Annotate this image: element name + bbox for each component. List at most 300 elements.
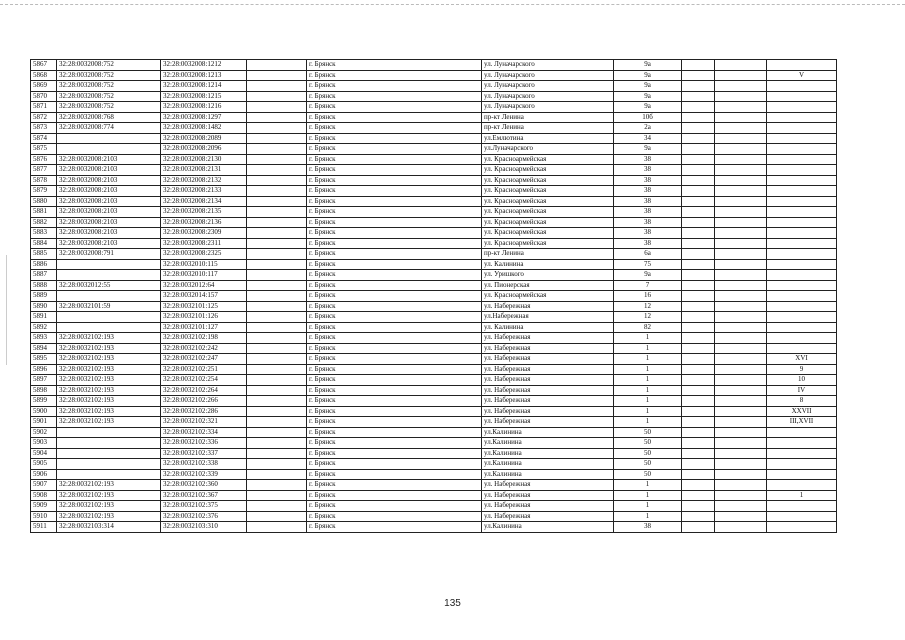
table-row <box>31 396 837 407</box>
cell-city: г. Брянск <box>307 522 482 533</box>
table-row <box>31 364 837 375</box>
cell-street: ул. Уришкого <box>482 270 614 281</box>
cell-street: ул.Калинина <box>482 459 614 470</box>
cell-object-number: 32:28:0032102:339 <box>161 469 247 480</box>
cell-note <box>767 270 837 281</box>
cell-blank-c <box>715 322 767 333</box>
cell-house-number: 50 <box>614 469 682 480</box>
cell-object-number: 32:28:0032008:1216 <box>161 102 247 113</box>
cell-blank-a <box>247 81 307 92</box>
cell-city: г. Брянск <box>307 238 482 249</box>
cell-parcel-number <box>57 259 161 270</box>
cell-object-number: 32:28:0032008:2089 <box>161 133 247 144</box>
cell-city: г. Брянск <box>307 217 482 228</box>
cell-street: ул. Красноармейская <box>482 175 614 186</box>
cell-city: г. Брянск <box>307 175 482 186</box>
cell-blank-c <box>715 448 767 459</box>
cell-blank-a <box>247 396 307 407</box>
cell-parcel-number: 32:28:0032008:2103 <box>57 175 161 186</box>
table-row <box>31 480 837 491</box>
cell-street: ул. Луначарского <box>482 91 614 102</box>
cell-object-number: 32:28:0032008:2130 <box>161 154 247 165</box>
left-margin-mark <box>6 255 7 365</box>
cell-note <box>767 522 837 533</box>
table-row <box>31 249 837 260</box>
cell-row-number: 5877 <box>31 165 57 176</box>
cell-parcel-number: 32:28:0032008:752 <box>57 102 161 113</box>
cell-blank-c <box>715 490 767 501</box>
cadastral-table <box>30 59 837 533</box>
cell-parcel-number <box>57 448 161 459</box>
cell-parcel-number: 32:28:0032008:2103 <box>57 207 161 218</box>
cell-row-number: 5890 <box>31 301 57 312</box>
cell-city: г. Брянск <box>307 312 482 323</box>
cell-parcel-number <box>57 459 161 470</box>
cell-note <box>767 259 837 270</box>
cell-blank-a <box>247 102 307 113</box>
cell-house-number: 1 <box>614 480 682 491</box>
cell-object-number: 32:28:0032010:117 <box>161 270 247 281</box>
cell-blank-a <box>247 217 307 228</box>
cell-parcel-number: 32:28:0032008:2103 <box>57 186 161 197</box>
cell-note: III,XVII <box>767 417 837 428</box>
cell-note <box>767 112 837 123</box>
page-top-rule <box>0 4 905 5</box>
cell-row-number: 5885 <box>31 249 57 260</box>
cell-street: ул. Красноармейская <box>482 165 614 176</box>
cell-street: ул. Набережная <box>482 301 614 312</box>
cell-blank-c <box>715 354 767 365</box>
cell-blank-a <box>247 133 307 144</box>
cell-house-number: 38 <box>614 238 682 249</box>
cell-blank-a <box>247 175 307 186</box>
cell-object-number: 32:28:0032102:264 <box>161 385 247 396</box>
cell-house-number: 1 <box>614 354 682 365</box>
cell-blank-a <box>247 354 307 365</box>
cell-row-number: 5879 <box>31 186 57 197</box>
cell-object-number: 32:28:0032008:1214 <box>161 81 247 92</box>
cell-house-number: 9а <box>614 102 682 113</box>
cell-note <box>767 280 837 291</box>
cell-blank-b <box>682 165 715 176</box>
cell-blank-a <box>247 448 307 459</box>
cell-row-number: 5883 <box>31 228 57 239</box>
cell-blank-c <box>715 144 767 155</box>
cell-object-number: 32:28:0032102:321 <box>161 417 247 428</box>
cell-city: г. Брянск <box>307 91 482 102</box>
cell-blank-b <box>682 333 715 344</box>
cell-blank-a <box>247 522 307 533</box>
cell-blank-a <box>247 91 307 102</box>
cell-row-number: 5870 <box>31 91 57 102</box>
cell-street: пр-кт Ленина <box>482 249 614 260</box>
cell-parcel-number: 32:28:0032008:2103 <box>57 165 161 176</box>
cell-house-number: 38 <box>614 217 682 228</box>
cell-object-number: 32:28:0032102:334 <box>161 427 247 438</box>
cell-row-number: 5901 <box>31 417 57 428</box>
table-row <box>31 511 837 522</box>
cell-parcel-number: 32:28:0032008:2103 <box>57 154 161 165</box>
cell-blank-a <box>247 186 307 197</box>
cell-city: г. Брянск <box>307 375 482 386</box>
table-row <box>31 228 837 239</box>
cell-blank-b <box>682 480 715 491</box>
cell-blank-c <box>715 60 767 71</box>
cell-street: ул.Калинина <box>482 469 614 480</box>
cell-note <box>767 207 837 218</box>
cell-street: ул. Красноармейская <box>482 186 614 197</box>
table-row <box>31 501 837 512</box>
cell-blank-b <box>682 102 715 113</box>
cell-note: V <box>767 70 837 81</box>
cell-row-number: 5903 <box>31 438 57 449</box>
cell-note <box>767 459 837 470</box>
cell-street: ул. Красноармейская <box>482 196 614 207</box>
cell-blank-c <box>715 217 767 228</box>
cell-parcel-number: 32:28:0032012:55 <box>57 280 161 291</box>
cell-city: г. Брянск <box>307 459 482 470</box>
cell-city: г. Брянск <box>307 343 482 354</box>
cell-house-number: 9а <box>614 270 682 281</box>
cell-blank-a <box>247 280 307 291</box>
cell-city: г. Брянск <box>307 112 482 123</box>
cell-row-number: 5895 <box>31 354 57 365</box>
cell-blank-b <box>682 375 715 386</box>
cell-blank-b <box>682 396 715 407</box>
cell-blank-c <box>715 396 767 407</box>
cell-parcel-number <box>57 144 161 155</box>
cell-blank-c <box>715 154 767 165</box>
cell-parcel-number: 32:28:0032102:193 <box>57 396 161 407</box>
cell-row-number: 5881 <box>31 207 57 218</box>
cell-street: ул.Калинина <box>482 427 614 438</box>
cell-note <box>767 102 837 113</box>
cell-blank-b <box>682 501 715 512</box>
cell-street: ул. Набережная <box>482 385 614 396</box>
cell-parcel-number: 32:28:0032008:2103 <box>57 228 161 239</box>
cell-note <box>767 175 837 186</box>
cell-parcel-number: 32:28:0032102:193 <box>57 354 161 365</box>
cell-blank-a <box>247 238 307 249</box>
cell-note <box>767 217 837 228</box>
cell-house-number: 38 <box>614 165 682 176</box>
table-row <box>31 312 837 323</box>
cell-note <box>767 144 837 155</box>
cell-object-number: 32:28:0032008:1213 <box>161 70 247 81</box>
cell-object-number: 32:28:0032008:2134 <box>161 196 247 207</box>
cell-blank-c <box>715 385 767 396</box>
table-row <box>31 259 837 270</box>
cell-blank-b <box>682 280 715 291</box>
cell-object-number: 32:28:0032102:266 <box>161 396 247 407</box>
cell-blank-c <box>715 291 767 302</box>
table-row <box>31 301 837 312</box>
cell-house-number: 9а <box>614 91 682 102</box>
cell-house-number: 38 <box>614 522 682 533</box>
cell-blank-b <box>682 511 715 522</box>
cell-blank-b <box>682 259 715 270</box>
cell-object-number: 32:28:0032008:2135 <box>161 207 247 218</box>
cell-row-number: 5906 <box>31 469 57 480</box>
cell-street: ул.Емлютина <box>482 133 614 144</box>
table-row <box>31 291 837 302</box>
cell-blank-a <box>247 301 307 312</box>
cell-blank-c <box>715 270 767 281</box>
cell-blank-b <box>682 81 715 92</box>
cell-blank-b <box>682 196 715 207</box>
cell-note <box>767 438 837 449</box>
cell-blank-b <box>682 459 715 470</box>
cell-city: г. Брянск <box>307 259 482 270</box>
cell-house-number: 1 <box>614 364 682 375</box>
cell-street: ул. Набережная <box>482 501 614 512</box>
cell-parcel-number: 32:28:0032008:774 <box>57 123 161 134</box>
cell-object-number: 32:28:0032008:1297 <box>161 112 247 123</box>
table-row <box>31 375 837 386</box>
cell-row-number: 5911 <box>31 522 57 533</box>
cell-parcel-number: 32:28:0032103:314 <box>57 522 161 533</box>
cell-object-number: 32:28:0032008:2131 <box>161 165 247 176</box>
cell-street: ул. Набережная <box>482 364 614 375</box>
table-row <box>31 490 837 501</box>
cell-blank-b <box>682 406 715 417</box>
cell-blank-c <box>715 522 767 533</box>
cell-house-number: 50 <box>614 459 682 470</box>
cell-blank-b <box>682 343 715 354</box>
cell-street: ул.Калинина <box>482 438 614 449</box>
cell-object-number: 32:28:0032102:254 <box>161 375 247 386</box>
cell-row-number: 5902 <box>31 427 57 438</box>
cell-blank-c <box>715 375 767 386</box>
cell-blank-c <box>715 501 767 512</box>
cell-blank-c <box>715 280 767 291</box>
cell-street: ул. Набережная <box>482 333 614 344</box>
cell-note <box>767 91 837 102</box>
cell-row-number: 5886 <box>31 259 57 270</box>
cell-street: ул. Красноармейская <box>482 207 614 218</box>
cell-blank-b <box>682 144 715 155</box>
cell-object-number: 32:28:0032008:2311 <box>161 238 247 249</box>
cell-street: ул. Набережная <box>482 396 614 407</box>
cell-object-number: 32:28:0032008:1482 <box>161 123 247 134</box>
cell-city: г. Брянск <box>307 322 482 333</box>
cell-blank-a <box>247 459 307 470</box>
cell-row-number: 5898 <box>31 385 57 396</box>
cell-blank-a <box>247 385 307 396</box>
cell-house-number: 9а <box>614 81 682 92</box>
cell-object-number: 32:28:0032102:336 <box>161 438 247 449</box>
cell-object-number: 32:28:0032008:2096 <box>161 144 247 155</box>
cell-blank-b <box>682 91 715 102</box>
cell-parcel-number <box>57 291 161 302</box>
cell-note <box>767 501 837 512</box>
cell-note <box>767 249 837 260</box>
cell-blank-b <box>682 186 715 197</box>
cell-blank-b <box>682 112 715 123</box>
cell-house-number: 1 <box>614 511 682 522</box>
cell-object-number: 32:28:0032010:115 <box>161 259 247 270</box>
cell-street: ул. Набережная <box>482 480 614 491</box>
cell-street: ул. Луначарского <box>482 70 614 81</box>
cell-blank-a <box>247 333 307 344</box>
cell-parcel-number: 32:28:0032102:193 <box>57 490 161 501</box>
cell-blank-c <box>715 333 767 344</box>
cell-city: г. Брянск <box>307 102 482 113</box>
cell-blank-c <box>715 91 767 102</box>
table-row <box>31 186 837 197</box>
cell-row-number: 5878 <box>31 175 57 186</box>
cell-city: г. Брянск <box>307 406 482 417</box>
cell-object-number: 32:28:0032008:2136 <box>161 217 247 228</box>
cell-house-number: 38 <box>614 175 682 186</box>
cell-city: г. Брянск <box>307 448 482 459</box>
cell-blank-c <box>715 133 767 144</box>
cell-row-number: 5891 <box>31 312 57 323</box>
cell-note: XVI <box>767 354 837 365</box>
cell-city: г. Брянск <box>307 165 482 176</box>
cell-city: г. Брянск <box>307 196 482 207</box>
cell-blank-b <box>682 354 715 365</box>
cell-street: ул.Калинина <box>482 522 614 533</box>
cell-parcel-number <box>57 312 161 323</box>
cell-city: г. Брянск <box>307 301 482 312</box>
table-row <box>31 427 837 438</box>
table-row <box>31 196 837 207</box>
cell-blank-c <box>715 312 767 323</box>
cell-street: ул. Калинина <box>482 259 614 270</box>
cell-parcel-number: 32:28:0032008:2103 <box>57 196 161 207</box>
cell-blank-a <box>247 375 307 386</box>
cell-blank-a <box>247 312 307 323</box>
cell-row-number: 5900 <box>31 406 57 417</box>
cell-city: г. Брянск <box>307 396 482 407</box>
cell-blank-a <box>247 112 307 123</box>
cell-blank-c <box>715 70 767 81</box>
table-row <box>31 217 837 228</box>
cell-parcel-number: 32:28:0032102:193 <box>57 333 161 344</box>
cell-row-number: 5904 <box>31 448 57 459</box>
cell-row-number: 5874 <box>31 133 57 144</box>
cell-row-number: 5894 <box>31 343 57 354</box>
cell-house-number: 2а <box>614 123 682 134</box>
cell-parcel-number: 32:28:0032102:193 <box>57 343 161 354</box>
table-row <box>31 448 837 459</box>
cell-house-number: 82 <box>614 322 682 333</box>
cell-blank-a <box>247 123 307 134</box>
cell-parcel-number: 32:28:0032102:193 <box>57 501 161 512</box>
cell-house-number: 38 <box>614 154 682 165</box>
cell-house-number: 1 <box>614 406 682 417</box>
cell-note <box>767 469 837 480</box>
cell-parcel-number <box>57 469 161 480</box>
cell-parcel-number <box>57 322 161 333</box>
cell-note: XXVII <box>767 406 837 417</box>
cell-city: г. Брянск <box>307 70 482 81</box>
cell-street: ул. Красноармейская <box>482 238 614 249</box>
cell-row-number: 5909 <box>31 501 57 512</box>
cell-street: пр-кт Ленина <box>482 112 614 123</box>
table-row <box>31 112 837 123</box>
cell-row-number: 5897 <box>31 375 57 386</box>
cell-blank-c <box>715 165 767 176</box>
cell-blank-b <box>682 438 715 449</box>
cell-house-number: 1 <box>614 385 682 396</box>
cell-note <box>767 291 837 302</box>
cell-parcel-number: 32:28:0032008:2103 <box>57 238 161 249</box>
cell-row-number: 5884 <box>31 238 57 249</box>
cell-parcel-number: 32:28:0032102:193 <box>57 364 161 375</box>
table-row <box>31 406 837 417</box>
cell-object-number: 32:28:0032008:1215 <box>161 91 247 102</box>
cell-blank-a <box>247 207 307 218</box>
cell-note: IV <box>767 385 837 396</box>
cell-house-number: 12 <box>614 301 682 312</box>
cell-object-number: 32:28:0032102:251 <box>161 364 247 375</box>
cell-street: ул. Калинина <box>482 322 614 333</box>
cell-note: 10 <box>767 375 837 386</box>
cell-row-number: 5871 <box>31 102 57 113</box>
cell-blank-c <box>715 259 767 270</box>
cell-row-number: 5887 <box>31 270 57 281</box>
cell-row-number: 5899 <box>31 396 57 407</box>
cell-city: г. Брянск <box>307 144 482 155</box>
cell-street: ул. Красноармейская <box>482 217 614 228</box>
cell-blank-a <box>247 343 307 354</box>
cell-blank-b <box>682 270 715 281</box>
table-row <box>31 133 837 144</box>
cell-blank-b <box>682 123 715 134</box>
cell-blank-c <box>715 81 767 92</box>
cell-blank-a <box>247 249 307 260</box>
cell-blank-a <box>247 406 307 417</box>
cell-object-number: 32:28:0032102:337 <box>161 448 247 459</box>
table-row <box>31 175 837 186</box>
cell-object-number: 32:28:0032008:2309 <box>161 228 247 239</box>
cell-house-number: 1 <box>614 396 682 407</box>
cell-street: ул. Красноармейская <box>482 291 614 302</box>
cell-street: ул. Набережная <box>482 406 614 417</box>
cell-blank-b <box>682 249 715 260</box>
cell-row-number: 5872 <box>31 112 57 123</box>
cell-house-number: 1 <box>614 501 682 512</box>
cell-blank-a <box>247 364 307 375</box>
cell-row-number: 5889 <box>31 291 57 302</box>
cell-object-number: 32:28:0032101:126 <box>161 312 247 323</box>
cell-note <box>767 301 837 312</box>
cell-blank-c <box>715 480 767 491</box>
cell-blank-a <box>247 270 307 281</box>
cell-house-number: 34 <box>614 133 682 144</box>
cell-object-number: 32:28:0032102:198 <box>161 333 247 344</box>
cell-street: ул. Набережная <box>482 417 614 428</box>
cell-city: г. Брянск <box>307 385 482 396</box>
cell-house-number: 1 <box>614 375 682 386</box>
cell-street: ул. Красноармейская <box>482 154 614 165</box>
cell-note <box>767 228 837 239</box>
cell-house-number: 1 <box>614 490 682 501</box>
cell-house-number: 1 <box>614 417 682 428</box>
cell-street: ул.Луначарского <box>482 144 614 155</box>
cell-blank-a <box>247 511 307 522</box>
cell-blank-c <box>715 438 767 449</box>
cell-city: г. Брянск <box>307 469 482 480</box>
cell-blank-a <box>247 144 307 155</box>
cell-street: ул. Пионерская <box>482 280 614 291</box>
cell-street: ул. Луначарского <box>482 60 614 71</box>
cell-city: г. Брянск <box>307 501 482 512</box>
cell-note <box>767 343 837 354</box>
cell-blank-a <box>247 259 307 270</box>
